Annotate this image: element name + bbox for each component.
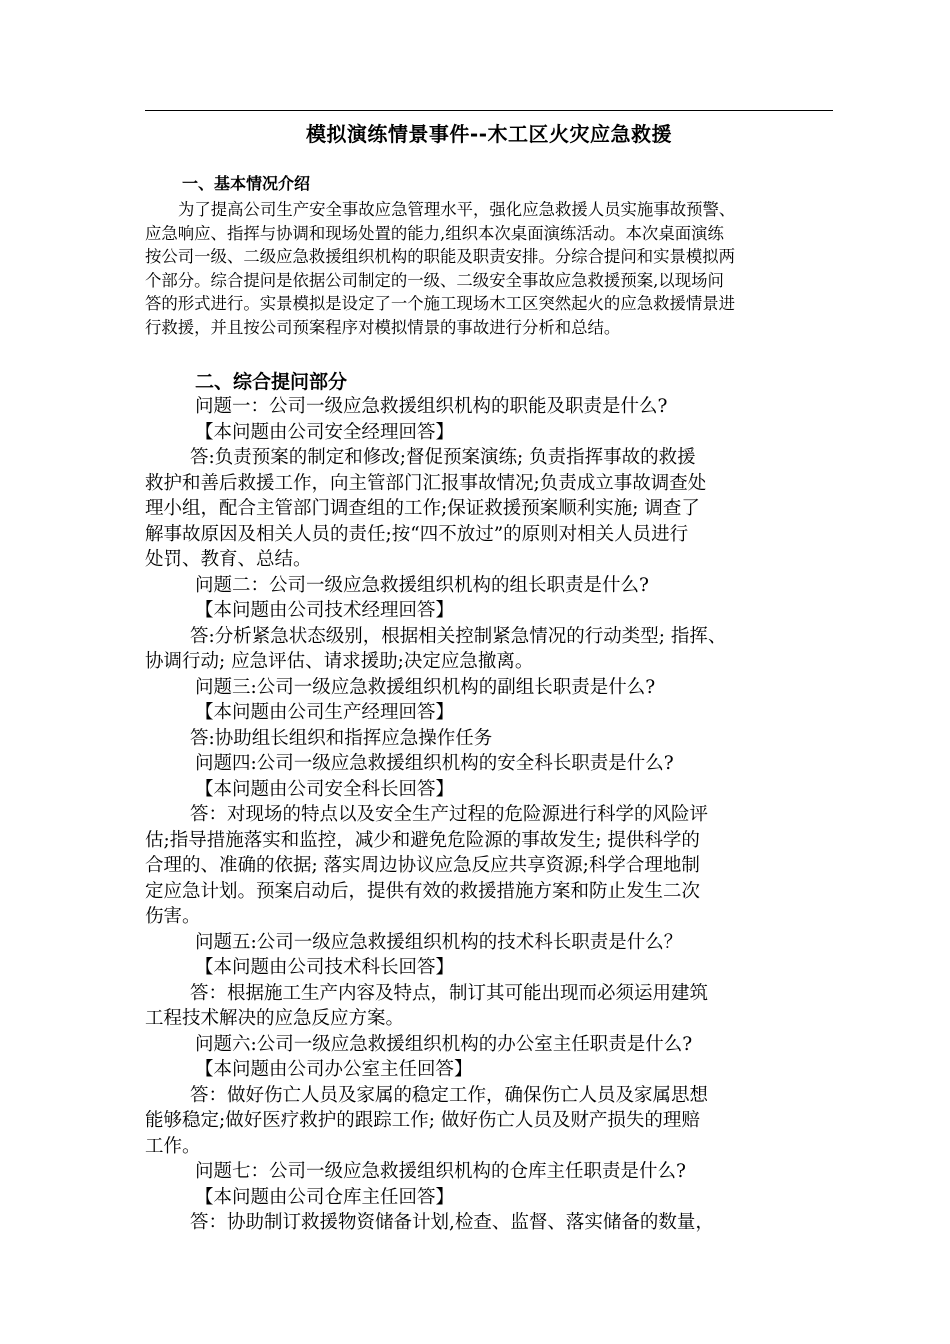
question-line: 问题七：公司一级应急救援组织机构的仓库主任职责是什么? (195, 1161, 686, 1182)
answer-continuation-line: 定应急计划。预案启动后，提供有效的救援措施方案和防止发生二次 (145, 880, 701, 902)
answer-line: 答:分析紧急状态级别，根据相关控制紧急情况的行动类型; 指挥、 (190, 625, 727, 647)
answer-continuation-line: 协调行动; 应急评估、请求援助;决定应急撤离。 (145, 651, 534, 672)
header-rule (145, 110, 833, 111)
answer-line: 答:负责预案的制定和修改;督促预案演练; 负责指挥事故的救援 (190, 447, 696, 468)
answer-continuation-line: 合理的、准确的依据; 落实周边协议应急反应共享资源;科学合理地制 (145, 855, 700, 876)
responder-line: 【本问题由公司技术科长回答】 (195, 957, 455, 978)
intro-line: 行救援，并且按公司预案程序对模拟情景的事故进行分析和总结。 (145, 317, 621, 337)
answer-continuation-line: 救护和善后救援工作，向主管部门汇报事故情况;负责成立事故调查处 (145, 472, 707, 494)
intro-paragraph (145, 198, 835, 340)
answer-continuation-line: 工作。 (145, 1135, 201, 1157)
answer-continuation-line: 估;指导措施落实和监控，减少和避免危险源的事故发生; 提供科学的 (145, 829, 700, 851)
section-heading-basic-info: 一、基本情况介绍 (182, 174, 311, 193)
intro-line: 个部分。综合提问是依据公司制定的一级、二级安全事故应急救援预案,以现场问 (145, 270, 724, 290)
answer-line: 答：对现场的特点以及安全生产过程的危险源进行科学的风险评 (190, 804, 709, 825)
qa-section (145, 394, 837, 1236)
responder-line: 【本问题由公司生产经理回答】 (195, 702, 455, 723)
answer-line: 答：根据施工生产内容及特点，制订其可能出现而必须运用建筑 (190, 982, 709, 1004)
question-line: 问题四:公司一级应急救援组织机构的安全科长职责是什么? (195, 753, 674, 774)
answer-continuation-line: 解事故原因及相关人员的责任;按“四不放过”的原则对相关人员进行 (145, 523, 689, 545)
responder-line: 【本问题由公司安全科长回答】 (195, 778, 455, 800)
intro-line: 按公司一级、二级应急救援组织机构的职能及职责安排。分综合提问和实景模拟两 (145, 247, 736, 267)
intro-line: 应急响应、指挥与协调和现场处置的能力,组织本次桌面演练活动。本次桌面演练 (145, 223, 724, 243)
responder-line: 【本问题由公司安全经理回答】 (195, 421, 455, 443)
question-line: 问题二：公司一级应急救援组织机构的组长职责是什么? (195, 574, 649, 596)
answer-continuation-line: 工程技术解决的应急反应方案。 (145, 1008, 405, 1029)
question-line: 问题一：公司一级应急救援组织机构的职能及职责是什么? (195, 396, 668, 417)
answer-continuation-line: 理小组，配合主管部门调查组的工作;保证救援预案顺利实施; 调查了 (145, 498, 700, 519)
answer-line: 答：做好伤亡人员及家属的稳定工作，确保伤亡人员及家属思想 (190, 1084, 709, 1106)
answer-line: 答:协助组长组织和指挥应急操作任务 (190, 727, 493, 749)
responder-line: 【本问题由公司办公室主任回答】 (195, 1059, 473, 1080)
responder-line: 【本问题由公司仓库主任回答】 (195, 1186, 455, 1208)
intro-line: 答的形式进行。实景模拟是设定了一个施工现场木工区突然起火的应急救援情景进 (145, 294, 736, 314)
question-line: 问题三:公司一级应急救援组织机构的副组长职责是什么? (195, 676, 656, 698)
answer-continuation-line: 能够稳定;做好医疗救护的跟踪工作; 做好伤亡人员及财产损失的理赔 (145, 1110, 700, 1131)
responder-line: 【本问题由公司技术经理回答】 (195, 600, 455, 621)
answer-line: 答：协助制订救援物资储备计划,检查、监督、落实储备的数量， (190, 1212, 714, 1233)
question-line: 问题五:公司一级应急救援组织机构的技术科长职责是什么？ (195, 931, 683, 953)
answer-continuation-line: 处罚、教育、总结。 (145, 549, 312, 570)
answer-continuation-line: 伤害。 (145, 906, 201, 927)
question-line: 问题六:公司一级应急救援组织机构的办公室主任职责是什么? (195, 1033, 693, 1055)
document-title: 模拟演练情景事件--木工区火灾应急救援 (305, 122, 673, 146)
intro-line: 为了提高公司生产安全事故应急管理水平，强化应急救援人员实施事故预警、 (178, 200, 736, 219)
section-heading-questions: 二、综合提问部分 (195, 371, 348, 393)
